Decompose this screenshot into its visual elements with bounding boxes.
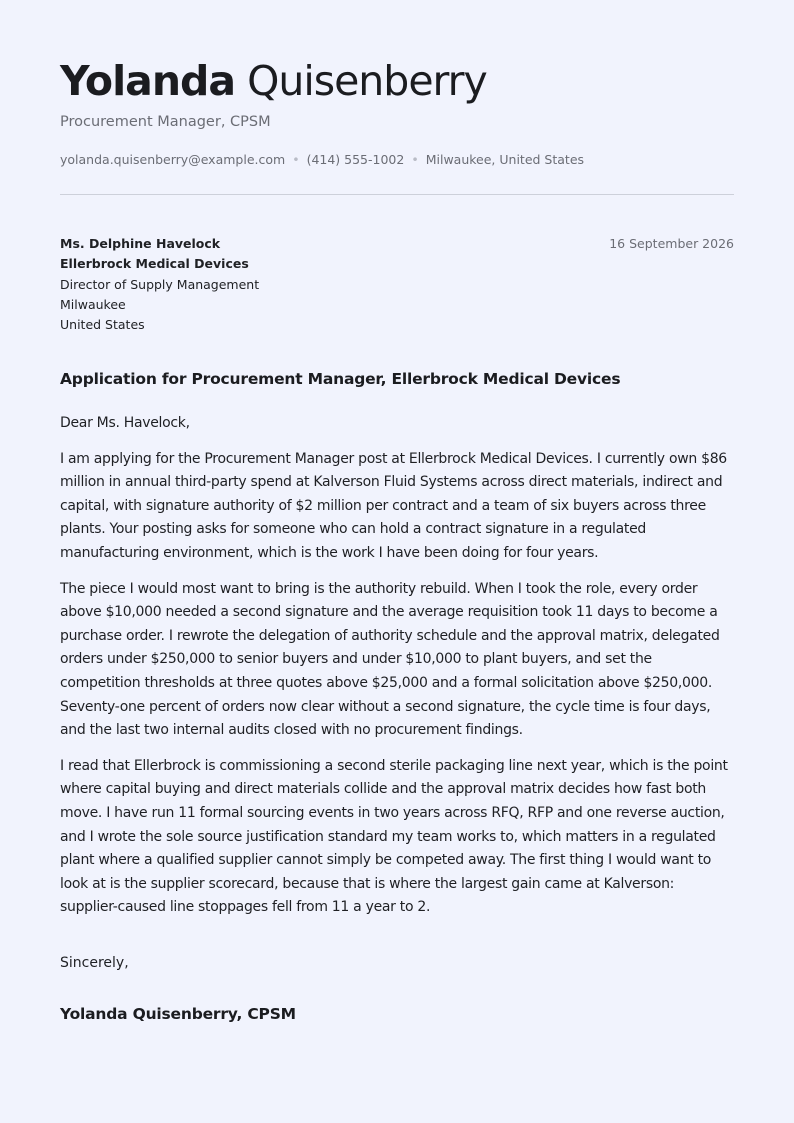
recipient-country: United States <box>60 317 145 333</box>
letter-subject: Application for Procurement Manager, Ellerbrock Medical Devices <box>60 370 621 388</box>
letter-signature: Yolanda Quisenberry, CPSM <box>60 1005 296 1023</box>
recipient-block <box>60 234 259 335</box>
letter-paragraph: The piece I would most want to bring is the authority rebuild. When I took the role, every order above $10,000 needed a second signature and the average requisition took 11 days to become a purchase order. I rewrote the delegation of authority schedule and the approval matrix, delegated orders under $250,000 to senior buyers and under $10,000 to plant buyers, and set the competition thresholds at three quotes above $25,000 and a formal solicitation above $250,000. Seventy-one percent of orders now clear without a second signature, the cycle time is four days, and the last two internal audits closed with no procurement findings. <box>60 580 720 739</box>
recipient-company: Ellerbrock Medical Devices <box>60 256 249 272</box>
applicant-name <box>60 56 487 106</box>
letter-paragraph: I am applying for the Procurement Manager post at Ellerbrock Medical Devices. I currently own $86 million in annual third-party spend at Kalverson Fluid Systems across direct materials, indirect and capital, with signature authority of $2 million per contract and a team of six buyers across three plants. Your posting asks for someone who can hold a contract signature in a regulated manufacturing environment, which is the work I have been doing for four years. <box>60 450 727 561</box>
letter-body <box>60 412 734 932</box>
applicant-title: Procurement Manager, CPSM <box>60 114 271 130</box>
contact-line <box>60 152 584 167</box>
letter-closing: Sincerely, <box>60 955 129 971</box>
header-divider <box>60 194 734 195</box>
recipient-role: Director of Supply Management <box>60 276 260 292</box>
applicant-first-name: Yolanda <box>60 57 236 105</box>
letter-salutation: Dear Ms. Havelock, <box>60 415 190 431</box>
contact-separator: • <box>411 152 419 167</box>
contact-phone[interactable]: (414) 555-1002 <box>306 152 405 167</box>
contact-location: Milwaukee, United States <box>425 152 585 167</box>
applicant-last-name: Quisenberry <box>247 57 487 105</box>
contact-email[interactable]: yolanda.quisenberry@example.com <box>60 152 286 167</box>
recipient-name: Ms. Delphine Havelock <box>60 236 221 251</box>
recipient-city: Milwaukee <box>60 296 126 312</box>
letter-date: 16 September 2026 <box>609 236 734 251</box>
letter-paragraph: I read that Ellerbrock is commissioning a second sterile packaging line next year, which is the point where capital buying and direct materials collide and the approval matrix decides how fast both move. I have run 11 formal sourcing events in two years across RFQ, RFP and one reverse auction, and I wrote the sole source justification standard my team works to, which matters in a regulated plant where a qualified supplier cannot simply be competed away. The first thing I would want to look at is the supplier scorecard, because that is where the largest gain came at Kalverson: supplier-caused line stoppages fell from 11 a year to 2. <box>60 757 728 916</box>
contact-separator: • <box>292 152 300 167</box>
